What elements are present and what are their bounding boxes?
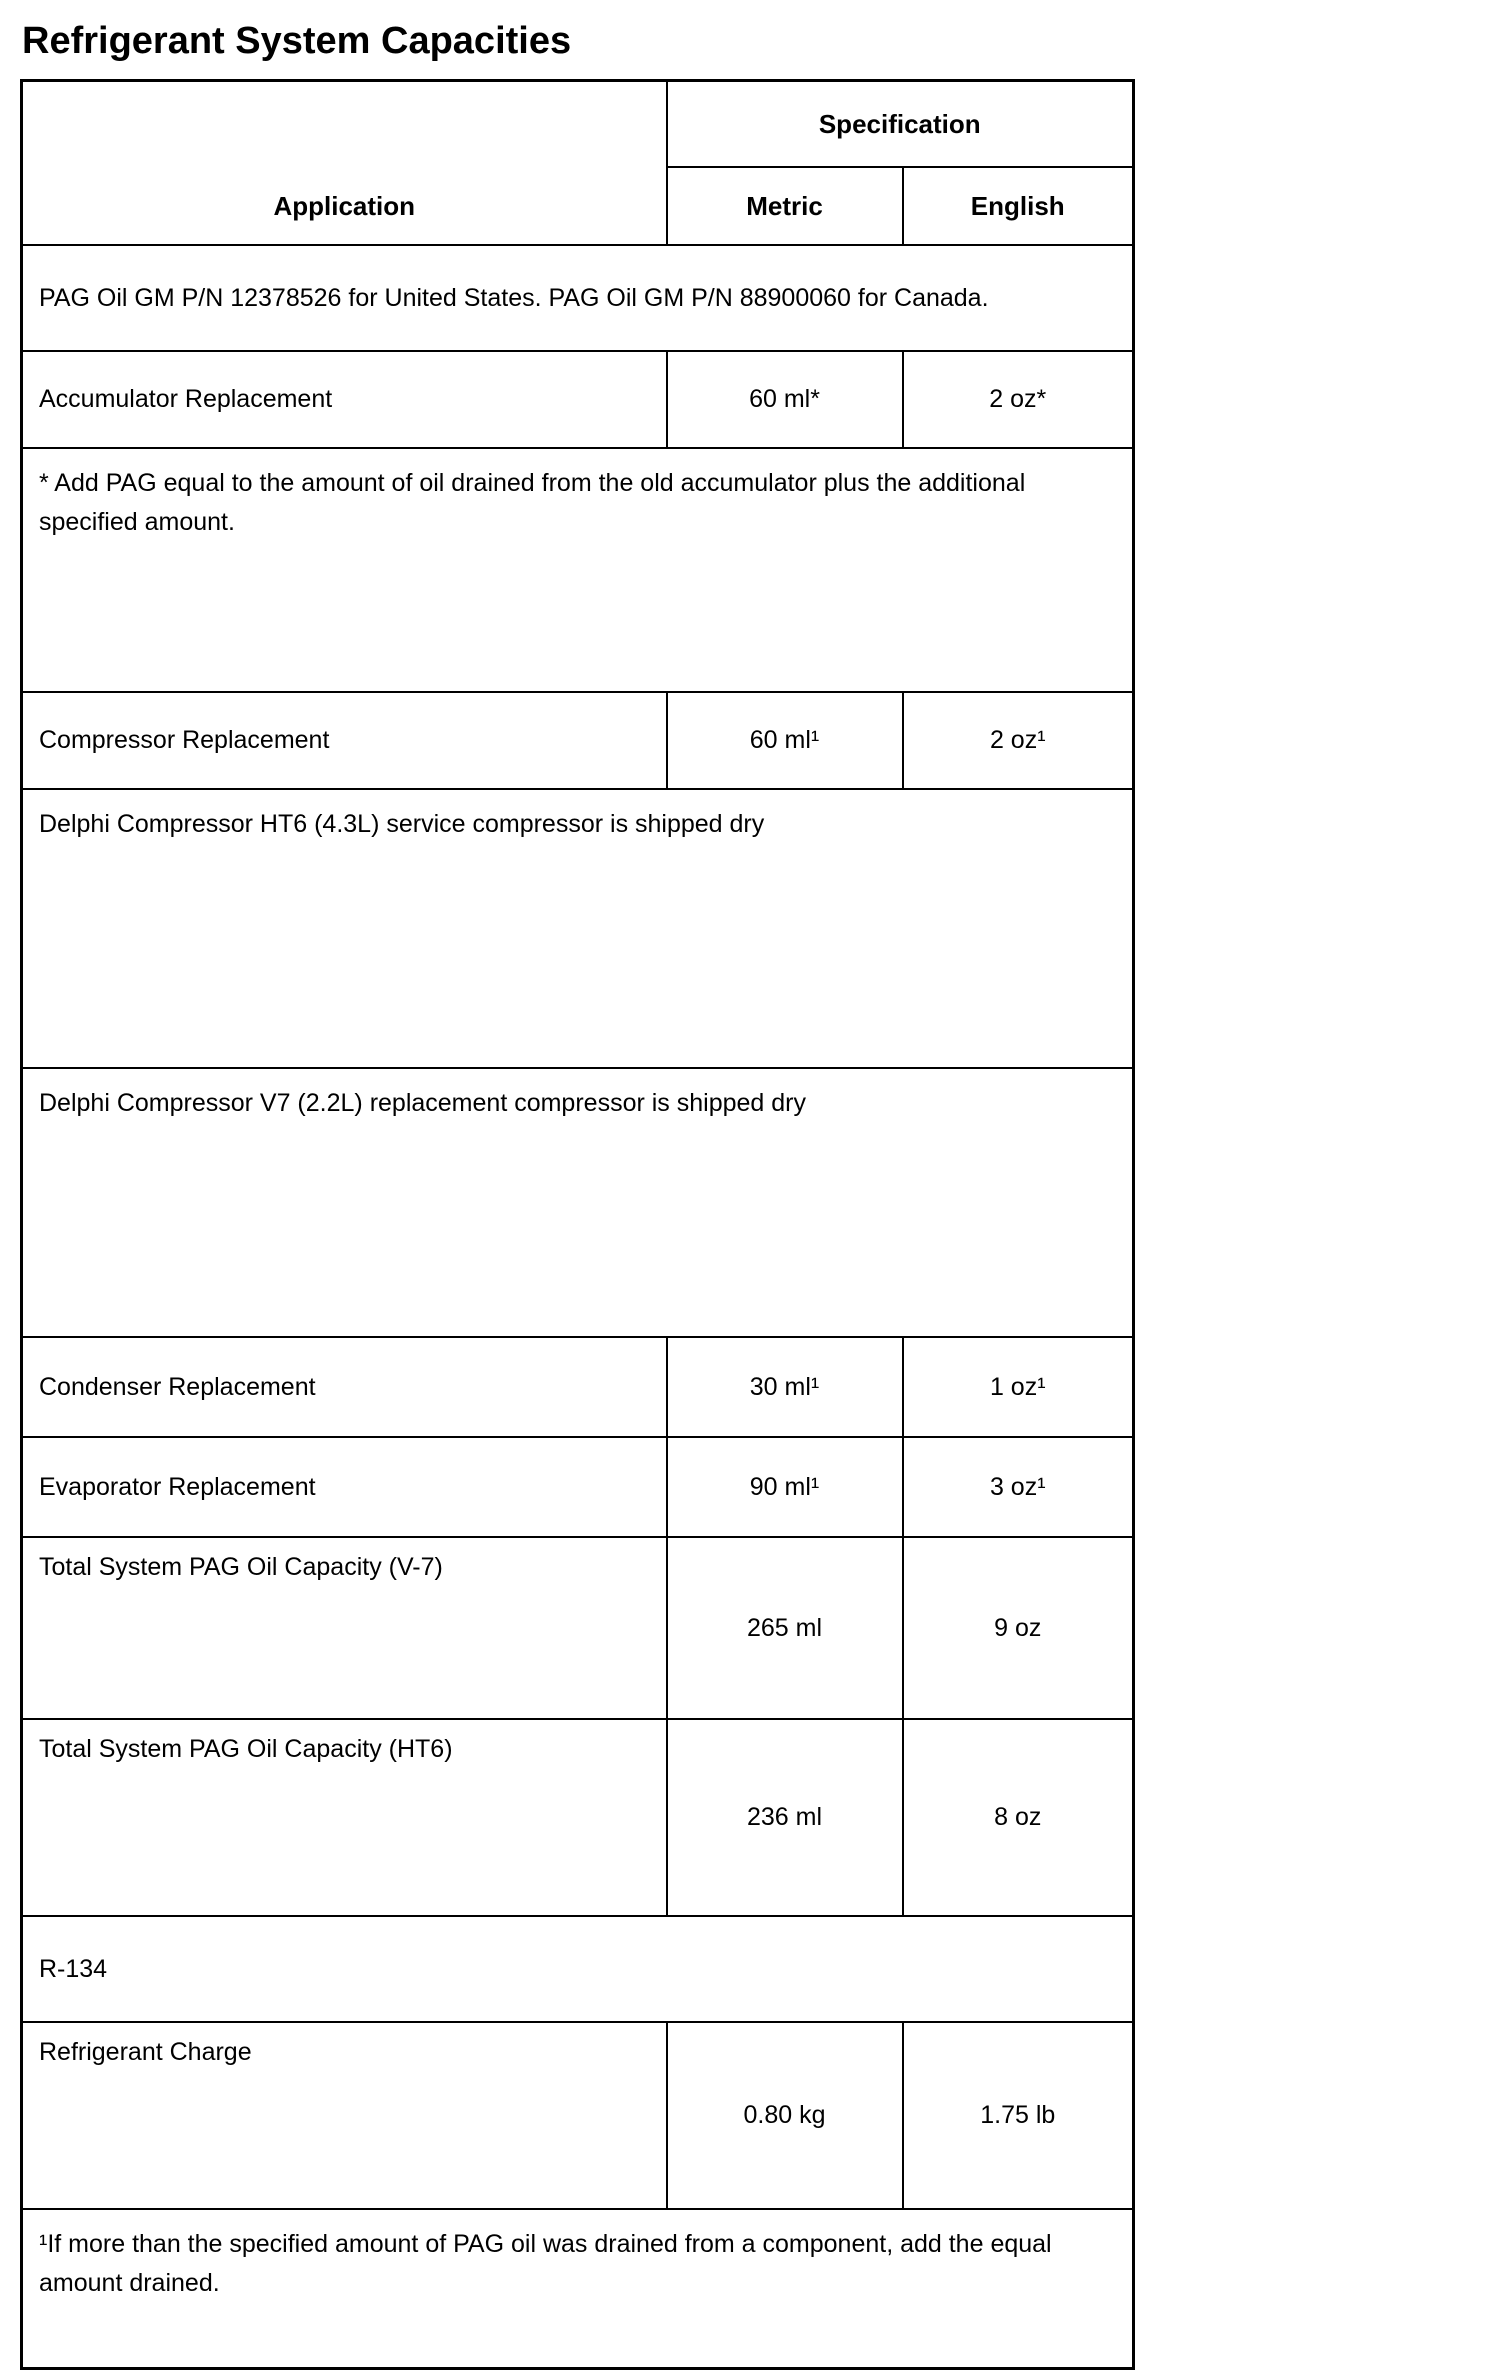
- note-cell-drained-footnote: ¹If more than the specified amount of PAG oil was drained from a component, add the equal amount drained.: [22, 2209, 1134, 2369]
- application-cell: Accumulator Replacement: [22, 351, 667, 448]
- table-row: [22, 245, 1134, 351]
- application-cell: Evaporator Replacement: [22, 1437, 667, 1537]
- header-metric: Metric: [667, 167, 903, 245]
- header-specification: Specification: [667, 81, 1134, 168]
- table-row: [22, 692, 1134, 789]
- table-row: [22, 1719, 1134, 1916]
- table-row: [22, 448, 1134, 692]
- table-row: [22, 1916, 1134, 2022]
- metric-value-cell: 60 ml*: [667, 351, 903, 448]
- table-row: [22, 789, 1134, 1068]
- table-row: [22, 1437, 1134, 1537]
- metric-value-cell: 265 ml: [667, 1537, 903, 1719]
- english-value-cell: 2 oz¹: [903, 692, 1134, 789]
- metric-value-cell: 30 ml¹: [667, 1337, 903, 1437]
- note-cell-delphi-ht6: Delphi Compressor HT6 (4.3L) service compressor is shipped dry: [22, 789, 1134, 1068]
- note-cell-r134: R-134: [22, 1916, 1134, 2022]
- english-value-cell: 9 oz: [903, 1537, 1134, 1719]
- table-row: [22, 351, 1134, 448]
- page-title: Refrigerant System Capacities: [22, 20, 572, 62]
- note-cell-delphi-v7: Delphi Compressor V7 (2.2L) replacement compressor is shipped dry: [22, 1068, 1134, 1337]
- english-value-cell: 1.75 lb: [903, 2022, 1134, 2209]
- metric-value-cell: 236 ml: [667, 1719, 903, 1916]
- table-row: [22, 1337, 1134, 1437]
- application-cell: Refrigerant Charge: [22, 2022, 667, 2209]
- table-row: [22, 1068, 1134, 1337]
- table-row: [22, 1537, 1134, 1719]
- english-value-cell: 8 oz: [903, 1719, 1134, 1916]
- table-row: [22, 2209, 1134, 2369]
- application-cell: Condenser Replacement: [22, 1337, 667, 1437]
- refrigerant-capacities-table: [20, 79, 1135, 2370]
- english-value-cell: 3 oz¹: [903, 1437, 1134, 1537]
- application-cell: Compressor Replacement: [22, 692, 667, 789]
- note-cell-pag-oil: PAG Oil GM P/N 12378526 for United States. PAG Oil GM P/N 88900060 for Canada.: [22, 245, 1134, 351]
- application-cell: Total System PAG Oil Capacity (V-7): [22, 1537, 667, 1719]
- table-row: [22, 2022, 1134, 2209]
- header-english: English: [903, 167, 1134, 245]
- table-header-row-1: [22, 81, 1134, 168]
- english-value-cell: 2 oz*: [903, 351, 1134, 448]
- header-application: Application: [22, 81, 667, 246]
- metric-value-cell: 60 ml¹: [667, 692, 903, 789]
- english-value-cell: 1 oz¹: [903, 1337, 1134, 1437]
- metric-value-cell: 0.80 kg: [667, 2022, 903, 2209]
- application-cell: Total System PAG Oil Capacity (HT6): [22, 1719, 667, 1916]
- note-cell-accumulator-footnote: * Add PAG equal to the amount of oil drained from the old accumulator plus the additional specified amount.: [22, 448, 1134, 692]
- metric-value-cell: 90 ml¹: [667, 1437, 903, 1537]
